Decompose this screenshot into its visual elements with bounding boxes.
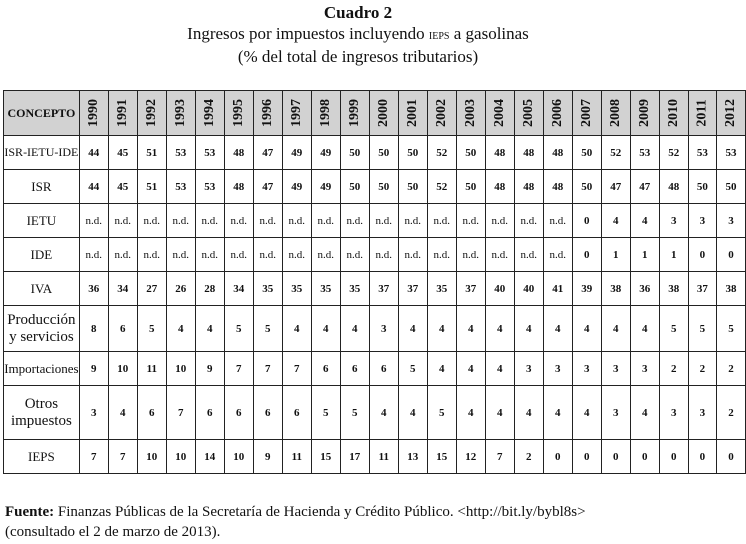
- table-cell: 6: [224, 386, 253, 440]
- table-cell: 2: [659, 352, 688, 386]
- year-label: 1996: [259, 99, 275, 127]
- table-cell: 4: [456, 352, 485, 386]
- table-cell: 53: [630, 136, 659, 170]
- year-header: [311, 91, 340, 136]
- table-cell: 4: [398, 386, 427, 440]
- table-cell: 5: [688, 306, 716, 352]
- table-cell: n.d.: [137, 238, 166, 272]
- table-cell: 15: [311, 440, 340, 474]
- year-label: 2009: [636, 99, 652, 127]
- year-label: 1995: [230, 99, 246, 127]
- table-cell: 47: [253, 170, 282, 204]
- source-note: [5, 502, 711, 542]
- table-cell: 4: [195, 306, 224, 352]
- table-cell: 7: [108, 440, 137, 474]
- source-text: Finanzas Públicas de la Secretaría de Hacienda y Crédito Público. <: [54, 504, 466, 520]
- table-cell: 11: [137, 352, 166, 386]
- table-cell: 12: [456, 440, 485, 474]
- subtitle-post: a gasolinas: [449, 24, 529, 43]
- table-cell: 7: [253, 352, 282, 386]
- year-header: [601, 91, 630, 136]
- table-row: [4, 352, 746, 386]
- table-cell: n.d.: [195, 204, 224, 238]
- year-label: 1997: [288, 99, 304, 127]
- table-cell: 10: [137, 440, 166, 474]
- source-consulted: (consultado el 2 de marzo de 2013).: [5, 524, 221, 540]
- year-label: 1998: [317, 99, 333, 127]
- table-cell: 4: [427, 306, 456, 352]
- year-header: [427, 91, 456, 136]
- table-cell: 1: [601, 238, 630, 272]
- table-cell: 0: [572, 440, 601, 474]
- year-header: [369, 91, 398, 136]
- table-cell: 5: [717, 306, 746, 352]
- year-header: [398, 91, 427, 136]
- table-cell: 39: [572, 272, 601, 306]
- table-cell: 7: [282, 352, 311, 386]
- table-cell: 50: [340, 170, 369, 204]
- table-cell: 3: [601, 386, 630, 440]
- table-row: [4, 204, 746, 238]
- table-cell: 9: [195, 352, 224, 386]
- table-cell: 6: [311, 352, 340, 386]
- table-row: [4, 386, 746, 440]
- table-cell: 49: [282, 170, 311, 204]
- table-cell: n.d.: [340, 204, 369, 238]
- table-cell: n.d.: [282, 238, 311, 272]
- table-cell: 6: [282, 386, 311, 440]
- table-cell: 4: [601, 204, 630, 238]
- table-cell: n.d.: [485, 238, 514, 272]
- table-cell: 45: [108, 136, 137, 170]
- table-cell: 9: [253, 440, 282, 474]
- table-cell: n.d.: [311, 238, 340, 272]
- table-cell: 3: [659, 204, 688, 238]
- table-cell: 17: [340, 440, 369, 474]
- table-cell: 3: [369, 306, 398, 352]
- subtitle-pre: Ingresos por impuestos incluyendo: [187, 24, 429, 43]
- table-cell: 4: [543, 386, 572, 440]
- row-label: ISR: [4, 170, 80, 204]
- year-header: [543, 91, 572, 136]
- year-label: 2004: [491, 99, 507, 127]
- row-label: IVA: [4, 272, 80, 306]
- table-cell: n.d.: [514, 238, 543, 272]
- row-label: IETU: [4, 204, 80, 238]
- table-cell: 4: [456, 306, 485, 352]
- table-cell: 7: [79, 440, 108, 474]
- table-cell: n.d.: [485, 204, 514, 238]
- table-cell: n.d.: [137, 204, 166, 238]
- table-cell: 3: [572, 352, 601, 386]
- table-cell: 47: [630, 170, 659, 204]
- table-cell: 4: [572, 386, 601, 440]
- row-label: ISR-IETU-IDE: [4, 136, 80, 170]
- table-cell: 50: [456, 136, 485, 170]
- table-cell: 4: [630, 386, 659, 440]
- table-cell: 3: [659, 386, 688, 440]
- year-header: [659, 91, 688, 136]
- table-cell: n.d.: [195, 238, 224, 272]
- year-header: [195, 91, 224, 136]
- table-cell: 3: [601, 352, 630, 386]
- concept-header: CONCEPTO: [4, 91, 80, 136]
- table-cell: 2: [688, 352, 716, 386]
- table-cell: 15: [427, 440, 456, 474]
- table-cell: 48: [485, 170, 514, 204]
- table-cell: 50: [456, 170, 485, 204]
- table-cell: 4: [514, 306, 543, 352]
- table-cell: 48: [543, 136, 572, 170]
- table-cell: n.d.: [253, 238, 282, 272]
- year-label: 2011: [694, 99, 710, 127]
- year-label: 2005: [520, 99, 536, 127]
- table-cell: 2: [717, 386, 746, 440]
- year-label: 2007: [578, 99, 594, 127]
- year-label: 2012: [723, 99, 738, 127]
- year-header: [108, 91, 137, 136]
- table-cell: 5: [311, 386, 340, 440]
- year-label: 2008: [607, 99, 623, 127]
- year-label: 2002: [433, 99, 449, 127]
- table-cell: 0: [630, 440, 659, 474]
- source-label: Fuente:: [5, 504, 55, 520]
- table-cell: 3: [543, 352, 572, 386]
- table-cell: 50: [688, 170, 716, 204]
- table-cell: 5: [427, 386, 456, 440]
- table-caption: [0, 2, 716, 67]
- table-cell: 35: [253, 272, 282, 306]
- table-cell: n.d.: [398, 238, 427, 272]
- table-cell: n.d.: [340, 238, 369, 272]
- table-cell: n.d.: [456, 238, 485, 272]
- table-cell: 4: [282, 306, 311, 352]
- table-cell: 0: [572, 238, 601, 272]
- row-label: Producción y servicios: [4, 306, 80, 352]
- table-cell: 48: [543, 170, 572, 204]
- table-cell: n.d.: [282, 204, 311, 238]
- row-label: Importaciones: [4, 352, 80, 386]
- table-cell: 52: [659, 136, 688, 170]
- table-cell: 49: [311, 136, 340, 170]
- table-cell: 47: [601, 170, 630, 204]
- header-row: [4, 91, 746, 136]
- table-cell: 4: [340, 306, 369, 352]
- table-cell: 4: [166, 306, 195, 352]
- year-label: 1993: [172, 99, 188, 127]
- table-cell: n.d.: [224, 238, 253, 272]
- table-cell: 6: [195, 386, 224, 440]
- year-label: 1990: [85, 99, 101, 127]
- table-cell: 6: [369, 352, 398, 386]
- table-cell: 2: [514, 440, 543, 474]
- table-cell: 0: [543, 440, 572, 474]
- year-header: [79, 91, 108, 136]
- year-header: [717, 91, 746, 136]
- table-cell: 51: [137, 170, 166, 204]
- table-cell: n.d.: [398, 204, 427, 238]
- table-cell: 0: [717, 440, 746, 474]
- table-cell: 2: [717, 352, 746, 386]
- table-cell: 4: [601, 306, 630, 352]
- table-cell: 1: [659, 238, 688, 272]
- table-cell: 10: [108, 352, 137, 386]
- table-cell: 6: [340, 352, 369, 386]
- table-cell: 4: [456, 386, 485, 440]
- table-cell: 5: [398, 352, 427, 386]
- table-cell: 13: [398, 440, 427, 474]
- year-header: [514, 91, 543, 136]
- row-label: IDE: [4, 238, 80, 272]
- table-cell: 7: [166, 386, 195, 440]
- table-cell: 10: [166, 352, 195, 386]
- table-cell: 38: [659, 272, 688, 306]
- table-cell: 4: [485, 352, 514, 386]
- year-header: [688, 91, 716, 136]
- table-cell: 48: [659, 170, 688, 204]
- table-cell: 36: [79, 272, 108, 306]
- table-cell: 44: [79, 136, 108, 170]
- table-cell: 37: [688, 272, 716, 306]
- table-cell: 4: [427, 352, 456, 386]
- year-header: [224, 91, 253, 136]
- table-cell: n.d.: [543, 238, 572, 272]
- table-subtitle-units: (% del total de ingresos tributarios): [237, 47, 479, 66]
- table-row: [4, 440, 746, 474]
- table-cell: 28: [195, 272, 224, 306]
- table-cell: 52: [427, 136, 456, 170]
- table-cell: n.d.: [108, 204, 137, 238]
- table-cell: 10: [224, 440, 253, 474]
- table-cell: 50: [572, 136, 601, 170]
- subtitle-sc: ieps: [428, 28, 450, 43]
- table-title: Cuadro 2: [323, 3, 393, 22]
- table-cell: 36: [630, 272, 659, 306]
- year-header: [137, 91, 166, 136]
- table-cell: n.d.: [108, 238, 137, 272]
- table-cell: 27: [137, 272, 166, 306]
- table-cell: 48: [485, 136, 514, 170]
- table-cell: 4: [630, 306, 659, 352]
- table-cell: 41: [543, 272, 572, 306]
- year-label: 2000: [375, 99, 391, 127]
- table-row: [4, 136, 746, 170]
- table-cell: 4: [485, 306, 514, 352]
- table-cell: 53: [195, 136, 224, 170]
- table-cell: 37: [456, 272, 485, 306]
- table-cell: n.d.: [543, 204, 572, 238]
- table-cell: 52: [427, 170, 456, 204]
- year-label: 2006: [549, 99, 565, 127]
- table-cell: 50: [398, 170, 427, 204]
- year-header: [630, 91, 659, 136]
- table-cell: 4: [543, 306, 572, 352]
- year-label: 1999: [346, 99, 362, 127]
- table-cell: 8: [79, 306, 108, 352]
- table-cell: 0: [717, 238, 746, 272]
- table-cell: 50: [572, 170, 601, 204]
- table-cell: 50: [717, 170, 746, 204]
- table-cell: 50: [369, 136, 398, 170]
- table-cell: 48: [514, 136, 543, 170]
- table-cell: 49: [311, 170, 340, 204]
- row-label: IEPS: [4, 440, 80, 474]
- table-cell: 48: [514, 170, 543, 204]
- table-cell: 14: [195, 440, 224, 474]
- table-cell: n.d.: [427, 238, 456, 272]
- year-label: 1992: [143, 99, 159, 127]
- table-cell: 37: [398, 272, 427, 306]
- table-cell: 38: [717, 272, 746, 306]
- table-cell: 4: [369, 386, 398, 440]
- table-cell: 0: [688, 238, 716, 272]
- table-cell: 0: [572, 204, 601, 238]
- table-cell: n.d.: [166, 238, 195, 272]
- table-cell: n.d.: [79, 204, 108, 238]
- year-header: [456, 91, 485, 136]
- table-cell: 50: [340, 136, 369, 170]
- table-cell: n.d.: [514, 204, 543, 238]
- year-header: [253, 91, 282, 136]
- year-header: [340, 91, 369, 136]
- source-text-end: >: [577, 504, 586, 520]
- table-row: [4, 238, 746, 272]
- table-cell: 4: [108, 386, 137, 440]
- year-header: [282, 91, 311, 136]
- year-label: 1994: [201, 99, 217, 127]
- table-cell: 3: [717, 204, 746, 238]
- year-header: [166, 91, 195, 136]
- table-cell: 10: [166, 440, 195, 474]
- table-cell: 53: [166, 136, 195, 170]
- table-cell: 3: [688, 204, 716, 238]
- table-cell: 45: [108, 170, 137, 204]
- table-cell: 4: [572, 306, 601, 352]
- table-cell: 50: [398, 136, 427, 170]
- year-label: 2010: [665, 99, 681, 127]
- table-cell: 3: [79, 386, 108, 440]
- table-cell: n.d.: [224, 204, 253, 238]
- table-cell: 6: [137, 386, 166, 440]
- table-cell: 4: [398, 306, 427, 352]
- table-cell: 3: [688, 386, 716, 440]
- table-cell: n.d.: [456, 204, 485, 238]
- table-cell: n.d.: [79, 238, 108, 272]
- table-cell: 35: [282, 272, 311, 306]
- table-cell: 35: [340, 272, 369, 306]
- table-cell: 5: [340, 386, 369, 440]
- year-label: 2003: [462, 99, 478, 127]
- table-cell: 47: [253, 136, 282, 170]
- tax-revenue-table: [3, 90, 746, 474]
- table-cell: n.d.: [427, 204, 456, 238]
- year-header: [485, 91, 514, 136]
- year-label: 2001: [404, 99, 420, 127]
- table-cell: 11: [282, 440, 311, 474]
- table-cell: 38: [601, 272, 630, 306]
- table-cell: 35: [311, 272, 340, 306]
- table-cell: 53: [717, 136, 746, 170]
- table-row: [4, 170, 746, 204]
- table-cell: 0: [659, 440, 688, 474]
- table-cell: 4: [514, 386, 543, 440]
- table-cell: 37: [369, 272, 398, 306]
- table-cell: 7: [485, 440, 514, 474]
- table-cell: 34: [224, 272, 253, 306]
- table-cell: 51: [137, 136, 166, 170]
- table-cell: n.d.: [311, 204, 340, 238]
- table-cell: 53: [195, 170, 224, 204]
- row-label: Otros impuestos: [4, 386, 80, 440]
- table-cell: 50: [369, 170, 398, 204]
- table-cell: 34: [108, 272, 137, 306]
- table-cell: 6: [253, 386, 282, 440]
- table-cell: 4: [630, 204, 659, 238]
- table-cell: n.d.: [369, 238, 398, 272]
- table-cell: 40: [485, 272, 514, 306]
- table-cell: 3: [514, 352, 543, 386]
- table-cell: 4: [485, 386, 514, 440]
- table-cell: n.d.: [369, 204, 398, 238]
- table-cell: 53: [166, 170, 195, 204]
- table-cell: 0: [688, 440, 716, 474]
- table-cell: 26: [166, 272, 195, 306]
- table-row: [4, 272, 746, 306]
- table-cell: 6: [108, 306, 137, 352]
- year-header: [572, 91, 601, 136]
- table-cell: 3: [630, 352, 659, 386]
- table-cell: 1: [630, 238, 659, 272]
- table-cell: 9: [79, 352, 108, 386]
- table-cell: 4: [311, 306, 340, 352]
- table-cell: 35: [427, 272, 456, 306]
- table-cell: 48: [224, 136, 253, 170]
- table-cell: 5: [659, 306, 688, 352]
- table-cell: n.d.: [166, 204, 195, 238]
- table-cell: 5: [137, 306, 166, 352]
- table-cell: 5: [253, 306, 282, 352]
- source-link[interactable]: http://bit.ly/bybl8s: [465, 504, 578, 520]
- table-cell: 11: [369, 440, 398, 474]
- table-cell: 53: [688, 136, 716, 170]
- table-subtitle: [0, 23, 716, 46]
- table-cell: n.d.: [253, 204, 282, 238]
- table-cell: 5: [224, 306, 253, 352]
- table-cell: 7: [224, 352, 253, 386]
- table-cell: 0: [601, 440, 630, 474]
- table-cell: 49: [282, 136, 311, 170]
- table-cell: 52: [601, 136, 630, 170]
- table-row: [4, 306, 746, 352]
- year-label: 1991: [114, 99, 130, 127]
- table-cell: 48: [224, 170, 253, 204]
- table-cell: 40: [514, 272, 543, 306]
- table-cell: 44: [79, 170, 108, 204]
